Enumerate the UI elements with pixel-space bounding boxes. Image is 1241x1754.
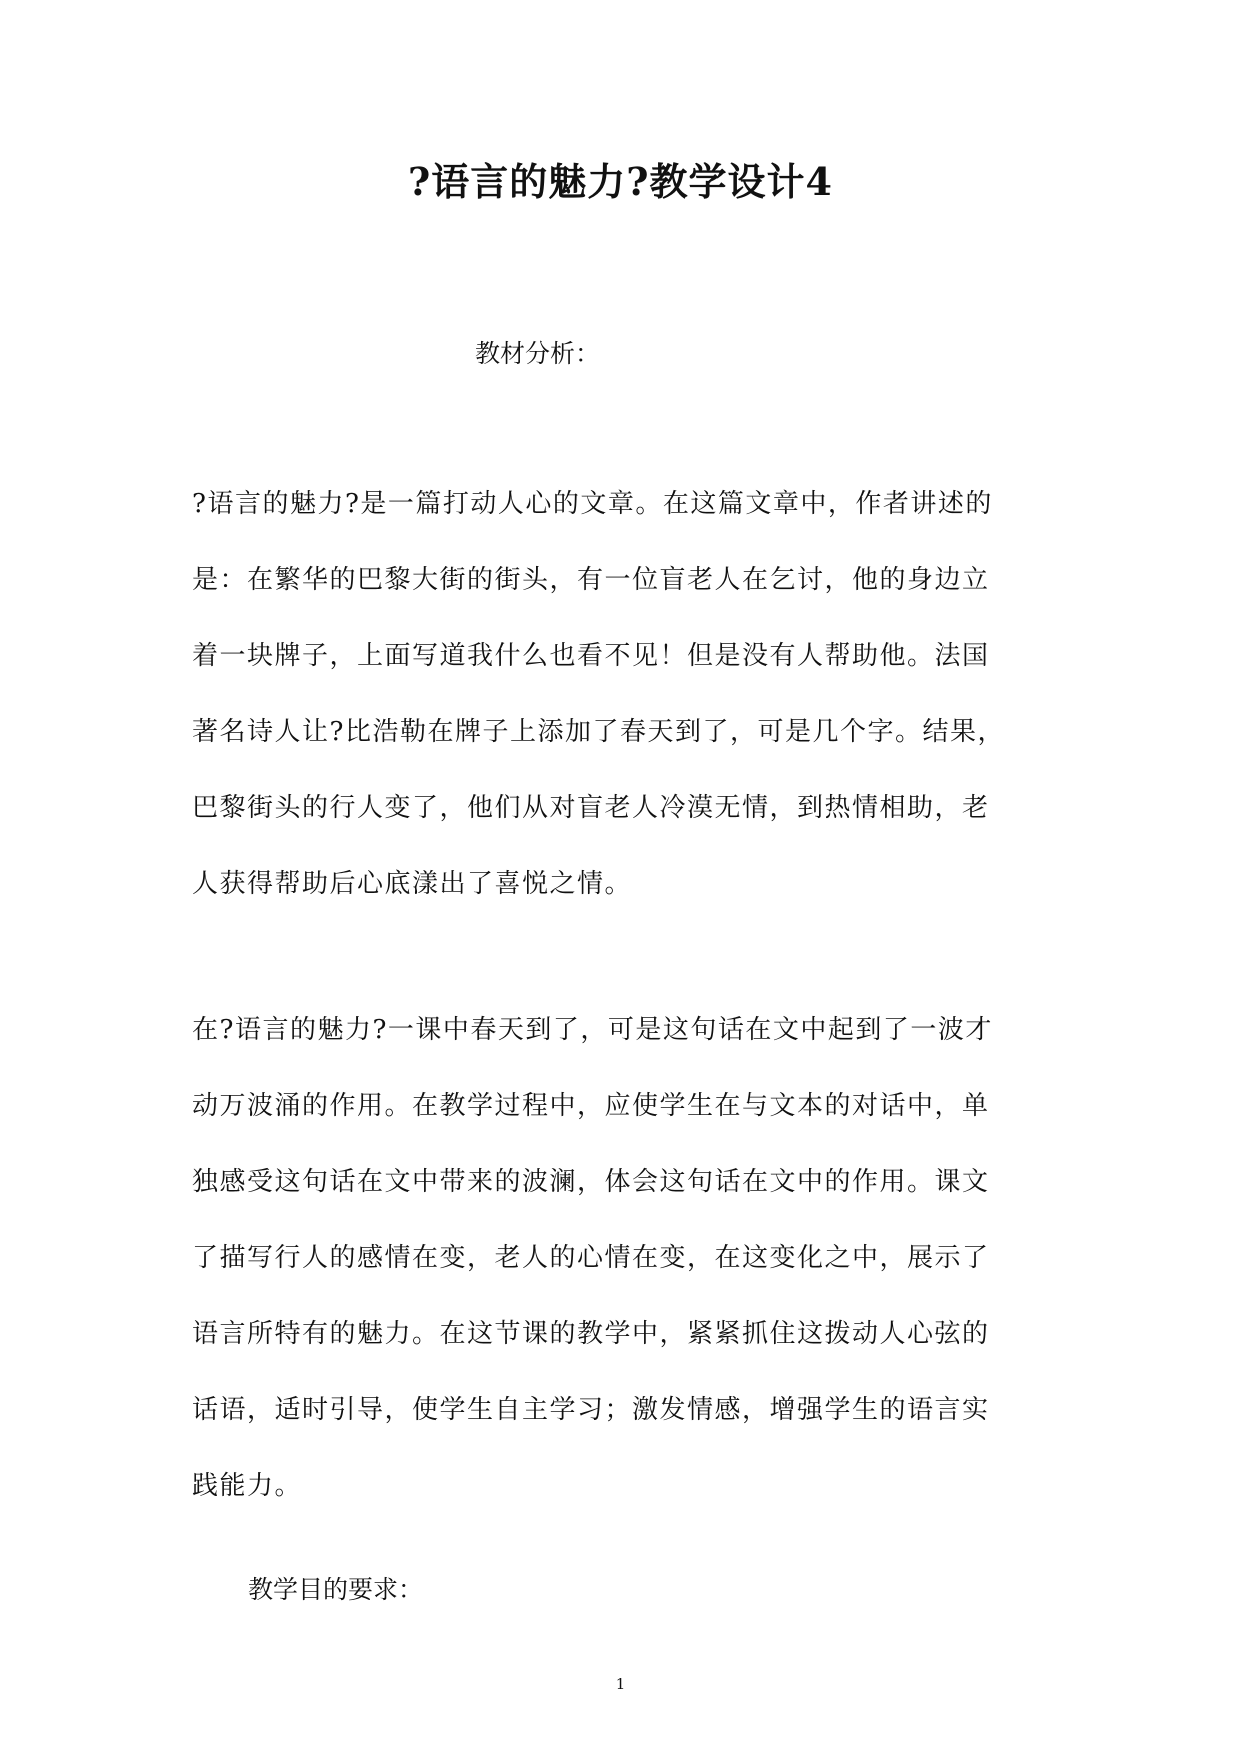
paragraph-line: 著名诗人让?比浩勒在牌子上添加了春天到了，可是几个字。结果， [192, 717, 1005, 747]
paragraph-line: 动万波涌的作用。在教学过程中，应使学生在与文本的对话中，单 [192, 1091, 990, 1121]
section-heading-analysis: 教材分析： [475, 339, 601, 368]
paragraph-line: ?语言的魅力?是一篇打动人心的文章。在这篇文章中，作者讲述的 [192, 489, 993, 519]
document-title: ?语言的魅力?教学设计4 [408, 159, 833, 204]
paragraph-line: 独感受这句话在文中带来的波澜，体会这句话在文中的作用。课文 [192, 1167, 990, 1197]
paragraph-line: 着一块牌子，上面写道我什么也看不见！但是没有人帮助他。法国 [192, 641, 990, 671]
paragraph-line: 巴黎街头的行人变了，他们从对盲老人冷漠无情，到热情相助，老 [192, 793, 990, 823]
paragraph-analysis-teaching [192, 992, 1042, 1524]
paragraph-line: 语言所特有的魅力。在这节课的教学中，紧紧抓住这拨动人心弦的 [192, 1319, 990, 1349]
section-heading-goals: 教学目的要求： [248, 1575, 424, 1604]
paragraph-line: 了描写行人的感情在变，老人的心情在变，在这变化之中，展示了 [192, 1243, 990, 1273]
paragraph-line: 是：在繁华的巴黎大街的街头，有一位盲老人在乞讨，他的身边立 [192, 565, 990, 595]
paragraph-analysis-summary [192, 466, 1042, 922]
paragraph-line: 话语，适时引导，使学生自主学习；激发情感，增强学生的语言实 [192, 1395, 990, 1425]
page-number: 1 [615, 1675, 626, 1693]
paragraph-line: 践能力。 [192, 1471, 303, 1501]
paragraph-line: 在?语言的魅力?一课中春天到了，可是这句话在文中起到了一波才 [192, 1015, 993, 1045]
paragraph-line: 人获得帮助后心底漾出了喜悦之情。 [192, 869, 633, 899]
